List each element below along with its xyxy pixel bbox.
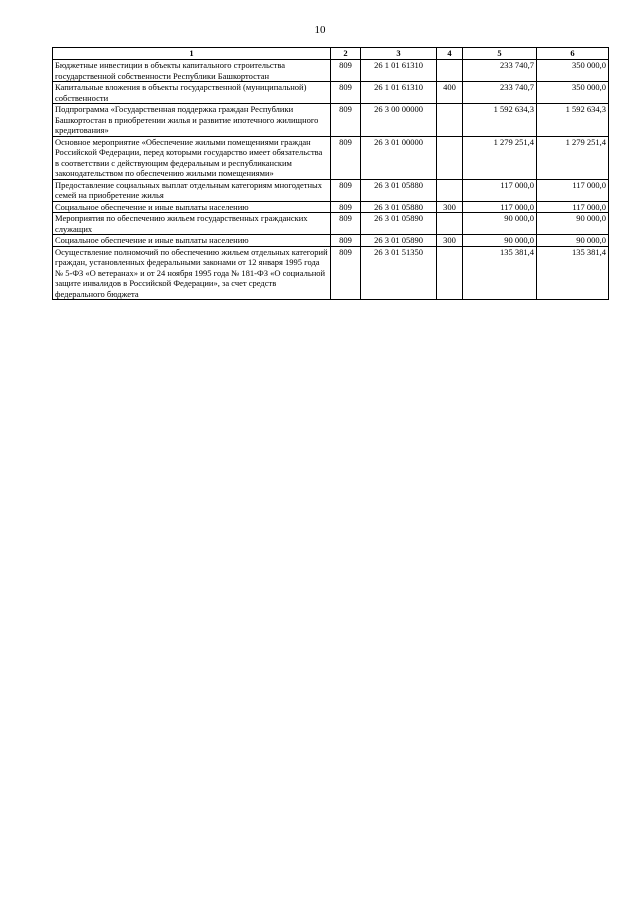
- row-sum2: 117 000,0: [537, 201, 609, 213]
- row-type: [437, 179, 463, 201]
- table-row: [53, 213, 609, 235]
- row-name: Социальное обеспечение и иные выплаты населению: [53, 201, 331, 213]
- row-target: 26 3 01 00000: [361, 136, 437, 179]
- row-target: 26 3 00 00000: [361, 104, 437, 137]
- row-type: [437, 60, 463, 82]
- header-col-5: 5: [463, 48, 537, 60]
- header-col-3: 3: [361, 48, 437, 60]
- row-sum2: 1 592 634,3: [537, 104, 609, 137]
- row-ministry: 809: [331, 201, 361, 213]
- row-target: 26 3 01 05890: [361, 235, 437, 247]
- row-type: 400: [437, 82, 463, 104]
- row-sum1: 90 000,0: [463, 213, 537, 235]
- table-row: [53, 235, 609, 247]
- row-target: 26 3 01 51350: [361, 246, 437, 300]
- row-target: 26 3 01 05880: [361, 179, 437, 201]
- row-sum1: 1 279 251,4: [463, 136, 537, 179]
- row-target: 26 3 01 05880: [361, 201, 437, 213]
- row-ministry: 809: [331, 179, 361, 201]
- row-ministry: 809: [331, 60, 361, 82]
- row-sum2: 350 000,0: [537, 82, 609, 104]
- row-name: Предоставление социальных выплат отдельным категориям многодетных семей на приобретение жилья: [53, 179, 331, 201]
- table-header-row: [53, 48, 609, 60]
- table-row: [53, 246, 609, 300]
- row-target: 26 1 01 61310: [361, 82, 437, 104]
- row-type: [437, 246, 463, 300]
- row-name: Бюджетные инвестиции в объекты капитального строительства государственной собственности Республики Башкортостан: [53, 60, 331, 82]
- row-sum2: 90 000,0: [537, 213, 609, 235]
- header-col-4: 4: [437, 48, 463, 60]
- row-name: Капитальные вложения в объекты государственной (муниципальной) собственности: [53, 82, 331, 104]
- row-sum2: 117 000,0: [537, 179, 609, 201]
- row-name: Социальное обеспечение и иные выплаты населению: [53, 235, 331, 247]
- row-name: Подпрограмма «Государственная поддержка граждан Республики Башкортостан в приобретении жилья и развитие ипотечного жилищного кредитования»: [53, 104, 331, 137]
- row-sum2: 90 000,0: [537, 235, 609, 247]
- row-sum1: 117 000,0: [463, 201, 537, 213]
- row-sum1: 233 740,7: [463, 82, 537, 104]
- row-sum2: 350 000,0: [537, 60, 609, 82]
- row-name: Осуществление полномочий по обеспечению жильем отдельных категорий граждан, установленных федеральными законами от 12 января 1995 года № 5-ФЗ «О ветеранах» и от 24 ноября 1995 года № 181-ФЗ «О социальной защите инвалидов в Российской Федерации», за счет средств федерального бюджета: [53, 246, 331, 300]
- table-row: [53, 201, 609, 213]
- row-sum1: 1 592 634,3: [463, 104, 537, 137]
- row-sum1: 135 381,4: [463, 246, 537, 300]
- row-type: 300: [437, 201, 463, 213]
- row-sum1: 117 000,0: [463, 179, 537, 201]
- row-ministry: 809: [331, 136, 361, 179]
- row-ministry: 809: [331, 82, 361, 104]
- page-number: 10: [314, 24, 326, 36]
- table-row: [53, 104, 609, 137]
- row-type: 300: [437, 235, 463, 247]
- row-type: [437, 136, 463, 179]
- row-sum2: 135 381,4: [537, 246, 609, 300]
- table-row: [53, 82, 609, 104]
- header-col-2: 2: [331, 48, 361, 60]
- row-name: Мероприятия по обеспечению жильем государственных гражданских служащих: [53, 213, 331, 235]
- budget-table: [52, 47, 609, 300]
- row-sum1: 90 000,0: [463, 235, 537, 247]
- header-col-1: 1: [53, 48, 331, 60]
- header-col-6: 6: [537, 48, 609, 60]
- row-type: [437, 213, 463, 235]
- row-name: Основное мероприятие «Обеспечение жилыми помещениями граждан Российской Федерации, перед которыми государство имеет обязательства в соответствии с действующим федеральным и республиканским законодательством по обеспечению жилыми помещениями»: [53, 136, 331, 179]
- table-row: [53, 60, 609, 82]
- row-ministry: 809: [331, 246, 361, 300]
- row-sum2: 1 279 251,4: [537, 136, 609, 179]
- table-row: [53, 136, 609, 179]
- row-target: 26 3 01 05890: [361, 213, 437, 235]
- table-row: [53, 179, 609, 201]
- row-sum1: 233 740,7: [463, 60, 537, 82]
- row-ministry: 809: [331, 235, 361, 247]
- row-ministry: 809: [331, 213, 361, 235]
- row-target: 26 1 01 61310: [361, 60, 437, 82]
- row-ministry: 809: [331, 104, 361, 137]
- row-type: [437, 104, 463, 137]
